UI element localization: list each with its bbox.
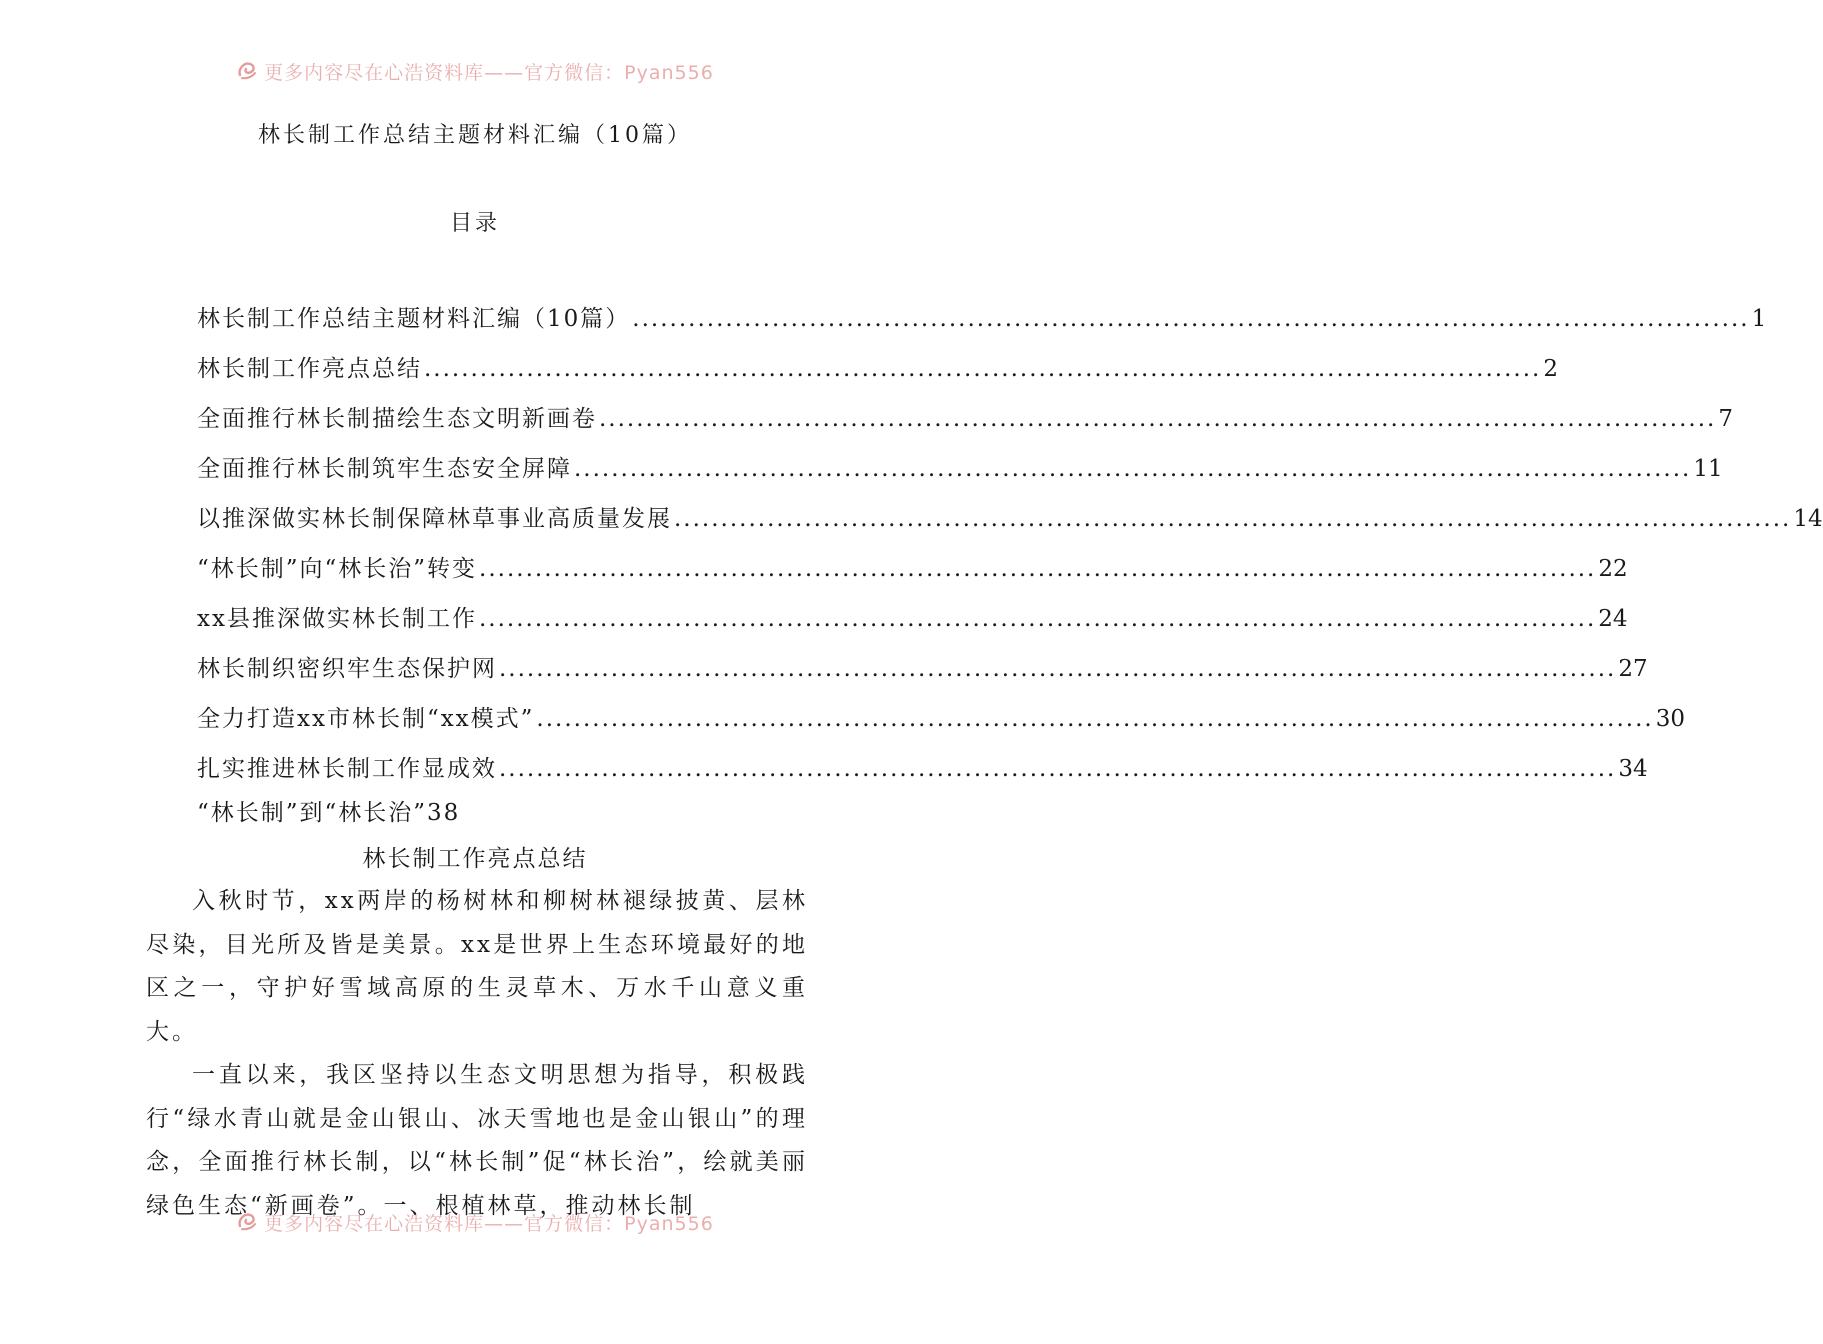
toc-entry-page: 11 (1693, 456, 1723, 482)
toc-entry-page: 34 (1618, 756, 1648, 782)
toc-entry[interactable] (197, 300, 1767, 350)
toc-entry-page: 27 (1618, 656, 1648, 682)
toc-entry-label: 林长制工作亮点总结 (197, 356, 422, 382)
toc-entry-label: “林长制”向“林长治”转变 (197, 556, 478, 582)
toc-dot-leader: ........................................................................................................................ (499, 756, 1617, 782)
toc-entry-label: 林长制工作总结主题材料汇编（10篇） (197, 306, 631, 332)
toc-dot-leader: ........................................................................................................................ (424, 356, 1542, 382)
toc-entry-label: 全面推行林长制筑牢生态安全屏障 (197, 456, 572, 482)
body-text (146, 880, 808, 1235)
toc-entry[interactable] (197, 350, 1558, 400)
toc-dot-leader: ........................................................................................................................ (536, 706, 1654, 732)
toc-entry-page: 22 (1598, 556, 1628, 582)
toc-entry-page: 14 (1793, 506, 1823, 532)
watermark-text: 更多内容尽在心浩资料库——官方微信：Pyan556 (264, 62, 714, 84)
toc-entry-label: 扎实推进林长制工作显成效 (197, 756, 497, 782)
toc-entry[interactable] (197, 600, 1628, 650)
toc-entry-page: 2 (1543, 356, 1558, 382)
toc-entry-page: 24 (1598, 606, 1628, 632)
toc-entry-page: 1 (1751, 306, 1767, 332)
toc-dot-leader: ........................................................................................................................ (574, 456, 1692, 482)
toc-dot-leader: ........................................................................................................................ (479, 556, 1597, 582)
toc-dot-leader: ........................................................................................................................ (632, 306, 1750, 332)
paragraph: 一直以来，我区坚持以生态文明思想为指导，积极践行“绿水青山就是金山银山、冰天雪地也是金山银山”的理念，全面推行林长制，以“林长制”促“林长治”，绘就美丽绿色生态“新画卷”。一、根植林草，推动林长制 (146, 1062, 808, 1219)
toc-entry-label: 全面推行林长制描绘生态文明新画卷 (197, 406, 597, 432)
toc-dot-leader: ........................................................................................................................ (499, 656, 1617, 682)
swirl-logo-icon (236, 1210, 258, 1232)
toc-entry-label: 全力打造xx市林长制“xx模式” (197, 706, 535, 732)
document-title: 林长制工作总结主题材料汇编（10篇） (258, 123, 692, 148)
toc-entry-label: 林长制织密织牢生态保护网 (197, 656, 497, 682)
toc-entry[interactable] (197, 550, 1628, 600)
watermark-bottom (0, 1207, 950, 1235)
toc-entry-page: 7 (1718, 406, 1733, 432)
toc-entry[interactable] (197, 650, 1648, 700)
watermark-text: 更多内容尽在心浩资料库——官方微信：Pyan556 (264, 1213, 714, 1235)
toc-dot-leader: ........................................................................................................................ (599, 406, 1717, 432)
watermark-top (0, 56, 950, 84)
toc-dot-leader: ........................................................................................................................ (674, 506, 1792, 532)
toc-entry[interactable] (197, 750, 1648, 800)
section-title: 林长制工作亮点总结 (362, 846, 588, 872)
paragraph: 入秋时节，xx两岸的杨树林和柳树林褪绿披黄、层林尽染，目光所及皆是美景。xx是世界上生态环境最好的地区之一，守护好雪域高原的生灵草木、万水千山意义重大。 (146, 888, 808, 1045)
toc-entry-page: 30 (1655, 706, 1686, 732)
toc-entry[interactable] (197, 700, 1686, 750)
toc-entry-label: xx县推深做实林长制工作 (197, 606, 477, 632)
toc-entry[interactable] (197, 500, 1823, 550)
toc-extra-entry: “林长制”到“林长治”38 (197, 800, 461, 826)
toc-entry[interactable] (197, 400, 1733, 450)
toc-heading: 目录 (449, 211, 500, 236)
toc-entry-label: 以推深做实林长制保障林草事业高质量发展 (197, 506, 672, 532)
toc-dot-leader: ........................................................................................................................ (478, 606, 1597, 632)
table-of-contents (197, 300, 1823, 800)
toc-entry[interactable] (197, 450, 1723, 500)
swirl-logo-icon (236, 59, 258, 81)
